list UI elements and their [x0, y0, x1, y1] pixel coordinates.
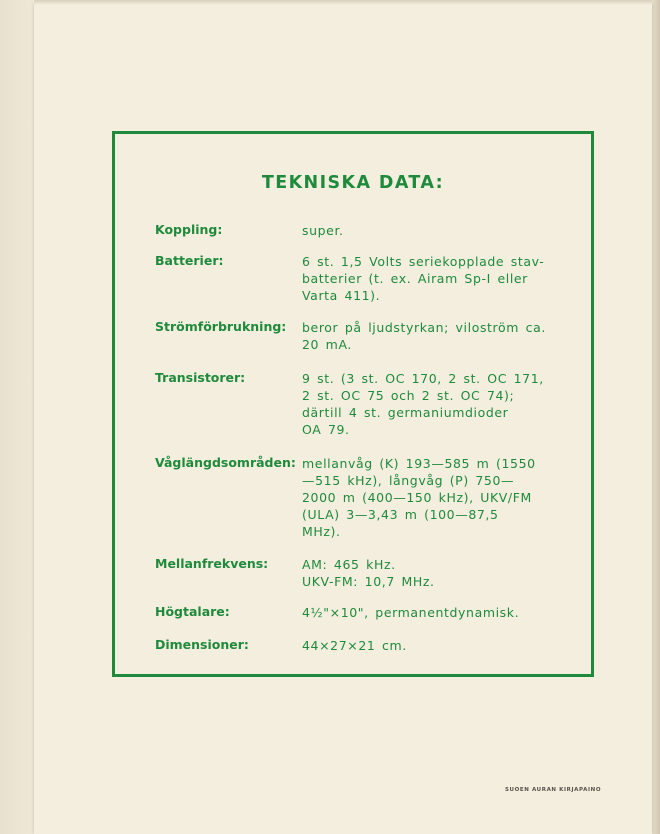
- spec-value: 9 st. (3 st. OC 170, 2 st. OC 171, 2 st. OC 75 och 2 st. OC 74); därtill 4 st. germaniumdioder OA 79.: [302, 371, 544, 437]
- spec-value: 4½"×10", permanentdynamisk.: [302, 605, 520, 620]
- spec-value: 6 st. 1,5 Volts seriekopplade stav- batterier (t. ex. Airam Sp-I eller Varta 411).: [302, 254, 545, 303]
- spec-label: Dimensioner:: [155, 637, 249, 652]
- spec-value: 44×27×21 cm.: [302, 638, 407, 653]
- spec-label: Batterier:: [155, 253, 224, 268]
- spec-label: Högtalare:: [155, 604, 230, 619]
- spec-frame: [112, 131, 594, 677]
- spec-label: Mellanfrekvens:: [155, 556, 269, 571]
- spec-value: beror på ljudstyrkan; viloström ca. 20 mA.: [302, 320, 546, 352]
- book-page-edge: [652, 0, 660, 834]
- printer-imprint: SUOEN AURAN KIRJAPAINO: [505, 787, 602, 793]
- spec-label: Transistorer:: [155, 370, 246, 385]
- spec-value: super.: [302, 223, 344, 238]
- spec-heading: TEKNISKA DATA:: [261, 173, 445, 193]
- spec-value: mellanvåg (K) 193—585 m (1550 —515 kHz), långvåg (P) 750— 2000 m (400—150 kHz), UKV/FM (ULA) 3—3,43 m (100—87,5 MHz).: [302, 456, 536, 539]
- spec-label: Koppling:: [155, 222, 223, 237]
- spec-label: Våglängdsområden:: [155, 455, 296, 470]
- page-top-shadow: [34, 0, 652, 5]
- spec-label: Strömförbrukning:: [155, 319, 287, 334]
- book-spine-edge: [0, 0, 34, 834]
- spec-value: AM: 465 kHz. UKV-FM: 10,7 MHz.: [302, 557, 435, 589]
